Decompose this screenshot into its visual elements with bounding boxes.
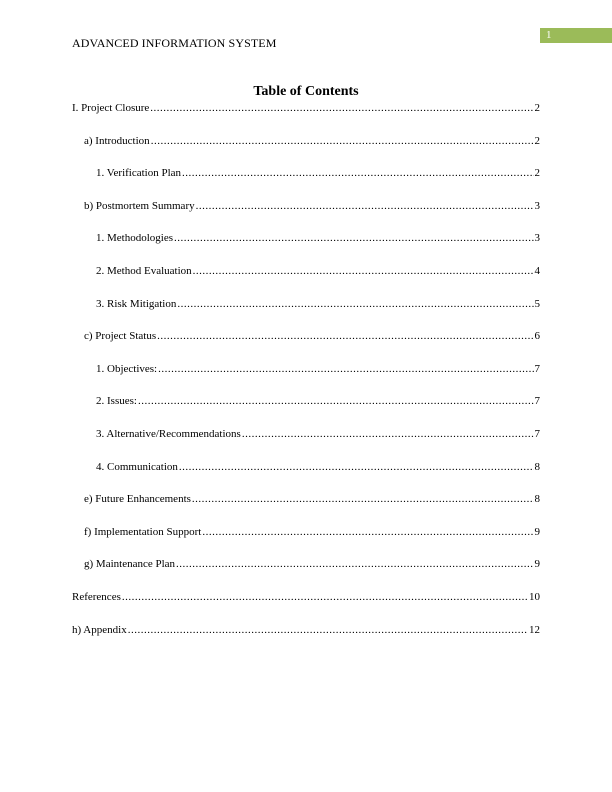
toc-entry-page: 8 — [534, 493, 540, 505]
toc-entry-page: 9 — [534, 558, 540, 570]
toc-dot-leader — [202, 525, 533, 539]
toc-title: Table of Contents — [253, 84, 359, 99]
toc-entry-communication[interactable] — [72, 460, 540, 474]
toc-entry-label: a) Introduction — [84, 135, 150, 147]
toc-dot-leader — [179, 460, 534, 474]
toc-dot-leader — [192, 492, 534, 506]
toc-entry-label: 2. Issues: — [96, 395, 137, 407]
toc-entry-page: 3 — [534, 200, 540, 212]
toc-entry-page: 12 — [529, 624, 540, 636]
toc-entry-page: 7 — [534, 395, 540, 407]
toc-entry-page: 5 — [534, 298, 540, 310]
toc-entry-page: 7 — [534, 428, 540, 440]
toc-entry-page: 4 — [534, 265, 540, 277]
toc-dot-leader — [122, 590, 528, 604]
toc-entry-page: 6 — [534, 330, 540, 342]
toc-entry-appendix[interactable] — [72, 623, 540, 637]
toc-entry-label: 2. Method Evaluation — [96, 265, 192, 277]
toc-dot-leader — [158, 362, 533, 376]
toc-entry-project-status[interactable] — [72, 329, 540, 343]
toc-entry-label: f) Implementation Support — [84, 526, 202, 538]
toc-dot-leader — [128, 623, 528, 637]
toc-dot-leader — [177, 297, 533, 311]
toc-entry-label: I. Project Closure — [72, 102, 150, 114]
toc-entry-label: 1. Methodologies — [96, 232, 173, 244]
toc-entry-label: 1. Objectives: — [96, 363, 158, 375]
toc-entry-page: 7 — [534, 363, 540, 375]
toc-entry-objectives[interactable] — [72, 362, 540, 376]
toc-dot-leader — [174, 231, 534, 245]
toc-entry-label: 1. Verification Plan — [96, 167, 182, 179]
toc-entry-project-closure[interactable] — [72, 101, 540, 115]
toc-entry-page: 2 — [534, 135, 540, 147]
toc-entry-page: 2 — [534, 102, 540, 114]
toc-entry-label: 3. Alternative/Recommendations — [96, 428, 241, 440]
toc-entry-implementation-support[interactable] — [72, 525, 540, 539]
toc-entry-issues[interactable] — [72, 394, 540, 408]
toc-entry-label: 4. Communication — [96, 461, 178, 473]
toc-entry-introduction[interactable] — [72, 134, 540, 148]
toc-dot-leader — [151, 134, 534, 148]
toc-entry-page: 2 — [534, 167, 540, 179]
toc-dot-leader — [157, 329, 533, 343]
toc-dot-leader — [176, 557, 533, 571]
toc-entry-references[interactable] — [72, 590, 540, 604]
toc-dot-leader — [150, 101, 533, 115]
toc-entry-methodologies[interactable] — [72, 231, 540, 245]
toc-entry-label: e) Future Enhancements — [84, 493, 191, 505]
toc-entry-maintenance-plan[interactable] — [72, 557, 540, 571]
toc-entry-page: 3 — [534, 232, 540, 244]
toc-entry-risk-mitigation[interactable] — [72, 297, 540, 311]
toc-entry-page: 10 — [529, 591, 540, 603]
toc-entry-page: 8 — [534, 461, 540, 473]
toc-entry-label: c) Project Status — [84, 330, 157, 342]
toc-dot-leader — [196, 199, 534, 213]
page-number-badge: 1 — [540, 28, 612, 43]
toc-entry-verification-plan[interactable] — [72, 166, 540, 180]
toc-entry-label: References — [72, 591, 121, 603]
toc-entry-label: g) Maintenance Plan — [84, 558, 176, 570]
toc-dot-leader — [193, 264, 534, 278]
toc-entry-label: b) Postmortem Summary — [84, 200, 195, 212]
toc-entry-page: 9 — [534, 526, 540, 538]
toc-dot-leader — [242, 427, 534, 441]
toc-entry-label: 3. Risk Mitigation — [96, 298, 177, 310]
toc-dot-leader — [182, 166, 533, 180]
toc-entry-alternative-recommendations[interactable] — [72, 427, 540, 441]
toc-entry-label: h) Appendix — [72, 624, 127, 636]
toc-dot-leader — [138, 394, 534, 408]
toc-entry-method-evaluation[interactable] — [72, 264, 540, 278]
toc-entry-postmortem-summary[interactable] — [72, 199, 540, 213]
running-head-title: ADVANCED INFORMATION SYSTEM — [72, 36, 277, 50]
toc-entry-future-enhancements[interactable] — [72, 492, 540, 506]
